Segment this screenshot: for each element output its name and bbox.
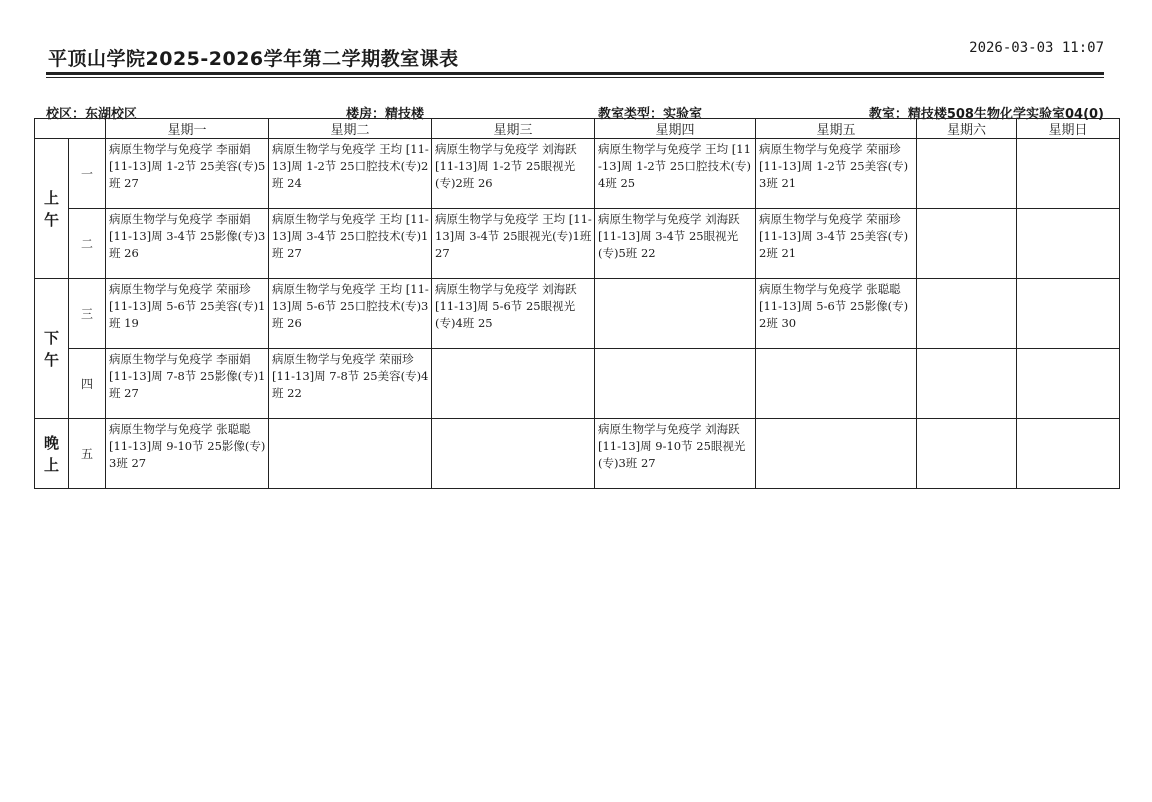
section-label: 四 bbox=[69, 349, 106, 419]
course-cell bbox=[595, 279, 756, 349]
section-label: 五 bbox=[69, 419, 106, 489]
day-header: 星期二 bbox=[269, 119, 432, 139]
table-row bbox=[35, 209, 1120, 279]
header-rule-thick bbox=[46, 72, 1104, 75]
course-cell bbox=[432, 419, 595, 489]
course-cell: 病原生物学与免疫学 荣丽珍 [11-13]周 7-8节 25美容(专)4班 22 bbox=[269, 349, 432, 419]
course-cell bbox=[1017, 419, 1120, 489]
course-cell: 病原生物学与免疫学 李丽娟 [11-13]周 7-8节 25影像(专)1班 27 bbox=[106, 349, 269, 419]
course-cell bbox=[756, 419, 917, 489]
header-rule-thin bbox=[46, 77, 1104, 78]
building-label: 楼房：精技楼 bbox=[346, 107, 425, 122]
course-cell bbox=[595, 349, 756, 419]
period-label: 晚上 bbox=[43, 433, 59, 474]
section-label: 二 bbox=[69, 209, 106, 279]
table-row bbox=[35, 279, 1120, 349]
course-cell: 病原生物学与免疫学 王均 [11-13]周 1-2节 25口腔技术(专)4班 25 bbox=[595, 139, 756, 209]
course-cell: 病原生物学与免疫学 王均 [11-13]周 3-4节 25眼视光(专)1班 27 bbox=[432, 209, 595, 279]
section-label: 一 bbox=[69, 139, 106, 209]
day-header: 星期一 bbox=[106, 119, 269, 139]
course-cell bbox=[917, 139, 1017, 209]
table-row bbox=[35, 139, 1120, 209]
corner-cell bbox=[35, 119, 106, 139]
course-cell: 病原生物学与免疫学 王均 [11-13]周 1-2节 25口腔技术(专)2班 24 bbox=[269, 139, 432, 209]
day-header: 星期日 bbox=[1017, 119, 1120, 139]
section-label: 三 bbox=[69, 279, 106, 349]
course-cell bbox=[1017, 279, 1120, 349]
course-cell bbox=[917, 209, 1017, 279]
document-title: 平顶山学院2025-2026学年第二学期教室课表 bbox=[48, 48, 459, 70]
day-header: 星期四 bbox=[595, 119, 756, 139]
table-row bbox=[35, 419, 1120, 489]
period-morning bbox=[35, 139, 69, 279]
day-header: 星期五 bbox=[756, 119, 917, 139]
period-evening bbox=[35, 419, 69, 489]
print-timestamp: 2026-03-03 11:07 bbox=[969, 40, 1104, 56]
course-cell bbox=[917, 349, 1017, 419]
course-cell bbox=[1017, 209, 1120, 279]
course-cell: 病原生物学与免疫学 荣丽珍 [11-13]周 5-6节 25美容(专)1班 19 bbox=[106, 279, 269, 349]
course-cell: 病原生物学与免疫学 张聪聪 [11-13]周 9-10节 25影像(专)3班 27 bbox=[106, 419, 269, 489]
course-cell: 病原生物学与免疫学 李丽娟 [11-13]周 1-2节 25美容(专)5班 27 bbox=[106, 139, 269, 209]
course-cell: 病原生物学与免疫学 张聪聪 [11-13]周 5-6节 25影像(专)2班 30 bbox=[756, 279, 917, 349]
table-row bbox=[35, 349, 1120, 419]
day-header: 星期六 bbox=[917, 119, 1017, 139]
period-label: 下午 bbox=[43, 328, 59, 369]
course-cell bbox=[917, 419, 1017, 489]
course-cell bbox=[432, 349, 595, 419]
course-cell bbox=[756, 349, 917, 419]
classroom-info-row bbox=[46, 103, 1104, 122]
course-cell bbox=[1017, 349, 1120, 419]
classroom-label: 教室：精技楼508生物化学实验室04(0) bbox=[868, 107, 1104, 122]
course-cell: 病原生物学与免疫学 刘海跃 [11-13]周 9-10节 25眼视光(专)3班 27 bbox=[595, 419, 756, 489]
schedule-table bbox=[34, 118, 1120, 489]
course-cell bbox=[1017, 139, 1120, 209]
course-cell: 病原生物学与免疫学 刘海跃 [11-13]周 1-2节 25眼视光(专)2班 26 bbox=[432, 139, 595, 209]
campus-label: 校区：东湖校区 bbox=[46, 107, 138, 122]
course-cell: 病原生物学与免疫学 李丽娟 [11-13]周 3-4节 25影像(专)3班 26 bbox=[106, 209, 269, 279]
period-afternoon bbox=[35, 279, 69, 419]
period-label: 上午 bbox=[43, 188, 59, 229]
course-cell bbox=[269, 419, 432, 489]
course-cell: 病原生物学与免疫学 刘海跃 [11-13]周 3-4节 25眼视光(专)5班 22 bbox=[595, 209, 756, 279]
course-cell: 病原生物学与免疫学 荣丽珍 [11-13]周 3-4节 25美容(专)2班 21 bbox=[756, 209, 917, 279]
day-header: 星期三 bbox=[432, 119, 595, 139]
day-header-row bbox=[35, 119, 1120, 139]
course-cell: 病原生物学与免疫学 王均 [11-13]周 5-6节 25口腔技术(专)3班 26 bbox=[269, 279, 432, 349]
course-cell: 病原生物学与免疫学 刘海跃 [11-13]周 5-6节 25眼视光(专)4班 25 bbox=[432, 279, 595, 349]
course-cell bbox=[917, 279, 1017, 349]
course-cell: 病原生物学与免疫学 荣丽珍 [11-13]周 1-2节 25美容(专)3班 21 bbox=[756, 139, 917, 209]
course-cell: 病原生物学与免疫学 王均 [11-13]周 3-4节 25口腔技术(专)1班 27 bbox=[269, 209, 432, 279]
room-type-label: 教室类型：实验室 bbox=[598, 107, 703, 122]
